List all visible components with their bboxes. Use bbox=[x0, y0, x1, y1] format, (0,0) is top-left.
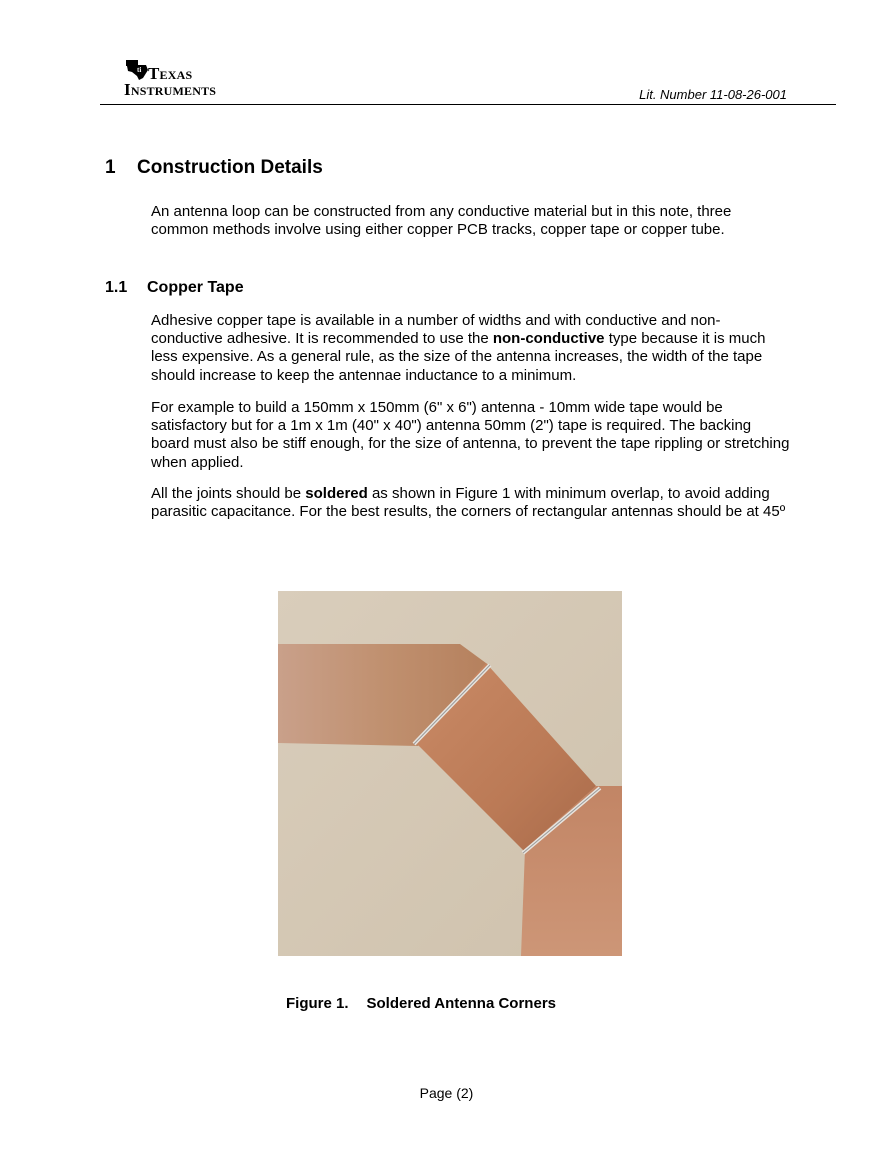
subsection-heading bbox=[105, 279, 244, 297]
paragraph-adhesive-tape bbox=[151, 312, 791, 385]
emphasis-soldered: soldered bbox=[305, 485, 368, 502]
header-divider bbox=[100, 104, 836, 105]
paragraph-text: type because it is much less expensive. As a general rule, as the size of the antenna increases, the width of the tape should increase to keep the antennae inductance to a minimum. bbox=[151, 330, 766, 384]
paragraph-text: All the joints should be bbox=[151, 485, 306, 502]
emphasis-non-conductive: non-conductive bbox=[492, 330, 605, 348]
paragraph-text: Adhesive copper tape is available in a number of widths and with conductive and non-conductive adhesive. It is recommended to use the bbox=[151, 312, 721, 348]
figure-caption-text: Soldered Antenna Corners bbox=[366, 995, 556, 1012]
page-number: Page (2) bbox=[419, 1085, 474, 1101]
paragraph-joints bbox=[151, 485, 791, 521]
ti-logo bbox=[124, 58, 254, 98]
figure-caption bbox=[286, 995, 556, 1012]
subsection-title: Copper Tape bbox=[147, 279, 244, 296]
figure-photo-soldered-corner bbox=[278, 591, 622, 956]
section-intro-paragraph: An antenna loop can be constructed from any conductive material but in this note, three common methods involve using either copper PCB tracks, copper tape or copper tube. bbox=[151, 203, 732, 239]
texas-state-icon bbox=[124, 58, 150, 82]
section-title: Construction Details bbox=[137, 157, 323, 178]
paragraph-text: as shown in Figure 1 with minimum overlap, to avoid adding parasitic capacitance. For the best results, the corners of rectangular antennas should be at 45º bbox=[151, 485, 786, 521]
logo-text-texas: TEXAS bbox=[148, 64, 193, 83]
logo-text-instruments: INSTRUMENTS bbox=[124, 80, 217, 99]
figure-number: Figure 1. bbox=[286, 995, 349, 1012]
lit-number: Lit. Number 11-08-26-001 bbox=[639, 87, 787, 102]
section-number: 1 bbox=[105, 157, 116, 178]
subsection-number: 1.1 bbox=[105, 279, 128, 296]
section-heading bbox=[105, 157, 323, 179]
paragraph-example-sizes: For example to build a 150mm x 150mm (6" x 6") antenna - 10mm wide tape would be satisfactory but for a 1m x 1m (40" x 40") antenna 50mm (2") tape is required. The backing board must also be stiff enough, for the size of antenna, to prevent the tape rippling or stretching when applied. bbox=[151, 399, 790, 471]
svg-text:ti: ti bbox=[137, 66, 142, 74]
